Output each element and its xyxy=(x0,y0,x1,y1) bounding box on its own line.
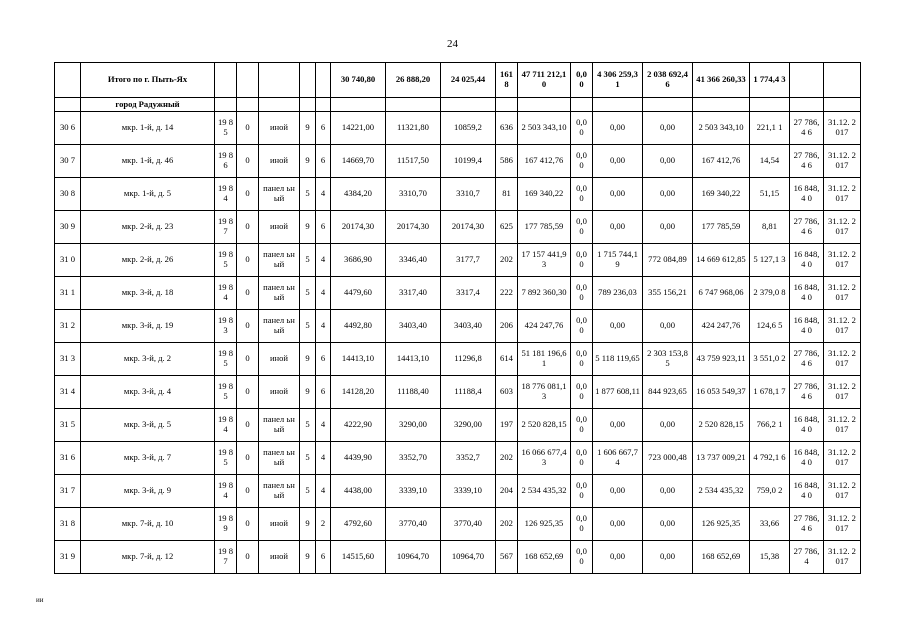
cell-no: 30 9 xyxy=(55,211,81,244)
cell-a1: 3686,90 xyxy=(331,244,386,277)
table-row xyxy=(55,145,861,178)
cell-lim: 16 848,4 0 xyxy=(790,409,824,442)
cell-f1: 1 606 667,74 xyxy=(593,442,643,475)
cell-mat: панел ьный xyxy=(259,409,300,442)
cell-en: 4 xyxy=(316,244,331,277)
total-fund-3: 41 366 260,33 xyxy=(693,63,750,98)
cell-z: 0 xyxy=(237,442,259,475)
cell-cost: 7 892 360,30 xyxy=(518,277,571,310)
cell-f2: 772 084,89 xyxy=(643,244,693,277)
cell-lim: 16 848,4 0 xyxy=(790,277,824,310)
cell-en: 4 xyxy=(316,178,331,211)
cell-a3: 11188,4 xyxy=(441,376,496,409)
table-row xyxy=(55,376,861,409)
table-row xyxy=(55,475,861,508)
cell-no: 31 3 xyxy=(55,343,81,376)
table-row xyxy=(55,310,861,343)
cell-f1: 0,00 xyxy=(593,310,643,343)
cell-date: 31.12. 2017 xyxy=(824,277,861,310)
cell-date: 31.12. 2017 xyxy=(824,211,861,244)
cell-c0: 0,0 0 xyxy=(571,376,593,409)
cell-f1: 5 118 119,65 xyxy=(593,343,643,376)
cell-year: 19 83 xyxy=(215,310,237,343)
cell-lim: 16 848,4 0 xyxy=(790,475,824,508)
cell-cost: 16 066 677,43 xyxy=(518,442,571,475)
cell-lim: 27 786,4 6 xyxy=(790,112,824,145)
cell-a1: 4438,00 xyxy=(331,475,386,508)
cell-fl: 9 xyxy=(300,541,316,574)
cell-a2: 11517,50 xyxy=(386,145,441,178)
cell-fl: 9 xyxy=(300,343,316,376)
cell-fl: 5 xyxy=(300,277,316,310)
cell-res: 625 xyxy=(496,211,518,244)
cell-a2: 3290,00 xyxy=(386,409,441,442)
cell-cost: 168 652,69 xyxy=(518,541,571,574)
cell-no: 31 2 xyxy=(55,310,81,343)
cell-a2: 3310,70 xyxy=(386,178,441,211)
cell-f2: 0,00 xyxy=(643,475,693,508)
cell-cost: 17 157 441,93 xyxy=(518,244,571,277)
cell-no: 31 7 xyxy=(55,475,81,508)
cell-cost: 424 247,76 xyxy=(518,310,571,343)
cell-year: 19 85 xyxy=(215,112,237,145)
cell-year: 19 85 xyxy=(215,244,237,277)
cell-addr: мкр. 1-й, д. 46 xyxy=(81,145,215,178)
cell-f2: 355 156,21 xyxy=(643,277,693,310)
cell-f1: 1 715 744,19 xyxy=(593,244,643,277)
cell-z: 0 xyxy=(237,343,259,376)
cell-fl: 5 xyxy=(300,310,316,343)
cell-fl: 5 xyxy=(300,475,316,508)
cell-cost: 169 340,22 xyxy=(518,178,571,211)
cell-pm: 3 551,0 2 xyxy=(750,343,790,376)
cell-pm: 4 792,1 6 xyxy=(750,442,790,475)
cell-z: 0 xyxy=(237,244,259,277)
cell-z: 0 xyxy=(237,145,259,178)
cell-pm: 759,0 2 xyxy=(750,475,790,508)
cell-z: 0 xyxy=(237,211,259,244)
cell-a3: 3403,40 xyxy=(441,310,496,343)
cell-f2: 723 000,48 xyxy=(643,442,693,475)
cell-a1: 14221,00 xyxy=(331,112,386,145)
cell-lim: 27 786,4 6 xyxy=(790,343,824,376)
cell-a2: 3352,70 xyxy=(386,442,441,475)
total-c0: 0,0 0 xyxy=(571,63,593,98)
cell-pm: 33,66 xyxy=(750,508,790,541)
cell-a2: 3339,10 xyxy=(386,475,441,508)
cell-en: 4 xyxy=(316,310,331,343)
cell-a3: 11296,8 xyxy=(441,343,496,376)
cell-f1: 0,00 xyxy=(593,211,643,244)
cell-res: 197 xyxy=(496,409,518,442)
cell-fl: 5 xyxy=(300,178,316,211)
cell-en: 4 xyxy=(316,442,331,475)
cell-z: 0 xyxy=(237,508,259,541)
cell-f3: 167 412,76 xyxy=(693,145,750,178)
cell-fl: 9 xyxy=(300,145,316,178)
cell-mat: панел ьный xyxy=(259,244,300,277)
cell-res: 81 xyxy=(496,178,518,211)
cell-a3: 3339,10 xyxy=(441,475,496,508)
cell-no: 31 5 xyxy=(55,409,81,442)
cell-addr: мкр. 7-й, д. 10 xyxy=(81,508,215,541)
cell-f2: 844 923,65 xyxy=(643,376,693,409)
cell-fl: 9 xyxy=(300,112,316,145)
cell-res: 636 xyxy=(496,112,518,145)
cell-no: 31 1 xyxy=(55,277,81,310)
cell-res: 202 xyxy=(496,508,518,541)
cell-z: 0 xyxy=(237,310,259,343)
cell-res: 586 xyxy=(496,145,518,178)
cell-c0: 0,0 0 xyxy=(571,475,593,508)
cell-a1: 14515,60 xyxy=(331,541,386,574)
cell-c0: 0,0 0 xyxy=(571,310,593,343)
cell-date: 31.12. 2017 xyxy=(824,508,861,541)
cell-addr: мкр. 3-й, д. 9 xyxy=(81,475,215,508)
cell-f3: 13 737 009,21 xyxy=(693,442,750,475)
cell-f3: 424 247,76 xyxy=(693,310,750,343)
cell-a1: 20174,30 xyxy=(331,211,386,244)
cell-no: 31 0 xyxy=(55,244,81,277)
cell-cost: 2 520 828,15 xyxy=(518,409,571,442)
cell-en: 2 xyxy=(316,508,331,541)
total-fund-1: 4 306 259,31 xyxy=(593,63,643,98)
table-row xyxy=(55,178,861,211)
cell-lim: 27 786,4 6 xyxy=(790,376,824,409)
cell-f1: 0,00 xyxy=(593,541,643,574)
cell-z: 0 xyxy=(237,475,259,508)
cell-a3: 10964,70 xyxy=(441,541,496,574)
cell-f2: 0,00 xyxy=(643,409,693,442)
cell-z: 0 xyxy=(237,178,259,211)
cell-z: 0 xyxy=(237,409,259,442)
cell-lim: 16 848,4 0 xyxy=(790,178,824,211)
cell-en: 6 xyxy=(316,211,331,244)
cell-mat: панел ьный xyxy=(259,442,300,475)
total-area-2: 26 888,20 xyxy=(386,63,441,98)
cell-f1: 0,00 xyxy=(593,145,643,178)
cell-f3: 14 669 612,85 xyxy=(693,244,750,277)
table-row xyxy=(55,442,861,475)
cell-res: 222 xyxy=(496,277,518,310)
cell-f3: 2 503 343,10 xyxy=(693,112,750,145)
total-row xyxy=(55,63,861,98)
cell-pm: 14,54 xyxy=(750,145,790,178)
cell-f3: 16 053 549,37 xyxy=(693,376,750,409)
cell-f1: 0,00 xyxy=(593,178,643,211)
cell-f3: 168 652,69 xyxy=(693,541,750,574)
cell-a3: 3177,7 xyxy=(441,244,496,277)
cell-year: 19 87 xyxy=(215,211,237,244)
cell-no: 30 6 xyxy=(55,112,81,145)
cell-res: 204 xyxy=(496,475,518,508)
cell-f1: 1 877 608,11 xyxy=(593,376,643,409)
total-residents: 161 8 xyxy=(496,63,518,98)
total-fund-2: 2 038 692,46 xyxy=(643,63,693,98)
cell-cost: 18 776 081,13 xyxy=(518,376,571,409)
cell-pm: 2 379,0 8 xyxy=(750,277,790,310)
cell-lim: 16 848,4 0 xyxy=(790,310,824,343)
cell-addr: мкр. 3-й, д. 5 xyxy=(81,409,215,442)
cell-date: 31.12. 2017 xyxy=(824,112,861,145)
table-row xyxy=(55,409,861,442)
cell-f3: 169 340,22 xyxy=(693,178,750,211)
table-row xyxy=(55,244,861,277)
cell-en: 6 xyxy=(316,541,331,574)
cell-mat: иной xyxy=(259,508,300,541)
cell-f1: 0,00 xyxy=(593,112,643,145)
cell-a1: 14413,10 xyxy=(331,343,386,376)
page-number: 24 xyxy=(447,38,458,50)
cell-a3: 10859,2 xyxy=(441,112,496,145)
cell-lim: 27 786,4 6 xyxy=(790,508,824,541)
cell-a1: 4222,90 xyxy=(331,409,386,442)
cell-res: 614 xyxy=(496,343,518,376)
cell-mat: панел ьный xyxy=(259,277,300,310)
cell-addr: мкр. 3-й, д. 18 xyxy=(81,277,215,310)
cell-date: 31.12. 2017 xyxy=(824,541,861,574)
cell-year: 19 84 xyxy=(215,409,237,442)
cell-pm: 1 678,1 7 xyxy=(750,376,790,409)
cell-date: 31.12. 2017 xyxy=(824,145,861,178)
cell-z: 0 xyxy=(237,277,259,310)
total-area-3: 24 025,44 xyxy=(441,63,496,98)
cell-f3: 6 747 968,06 xyxy=(693,277,750,310)
city-row xyxy=(55,98,861,112)
cell-en: 6 xyxy=(316,145,331,178)
housing-register-table xyxy=(54,62,861,574)
cell-mat: иной xyxy=(259,145,300,178)
cell-lim: 16 848,4 0 xyxy=(790,244,824,277)
cell-mat: иной xyxy=(259,112,300,145)
table-row xyxy=(55,508,861,541)
cell-f3: 126 925,35 xyxy=(693,508,750,541)
cell-date: 31.12. 2017 xyxy=(824,178,861,211)
cell-f2: 0,00 xyxy=(643,310,693,343)
cell-addr: мкр. 2-й, д. 23 xyxy=(81,211,215,244)
cell-z: 0 xyxy=(237,112,259,145)
cell-res: 603 xyxy=(496,376,518,409)
cell-mat: иной xyxy=(259,376,300,409)
cell-pm: 15,38 xyxy=(750,541,790,574)
cell-year: 19 85 xyxy=(215,442,237,475)
cell-no: 31 4 xyxy=(55,376,81,409)
cell-addr: мкр. 3-й, д. 4 xyxy=(81,376,215,409)
total-area: 30 740,80 xyxy=(331,63,386,98)
cell-addr: мкр. 1-й, д. 14 xyxy=(81,112,215,145)
cell-fl: 9 xyxy=(300,376,316,409)
cell-c0: 0,0 0 xyxy=(571,112,593,145)
cell-f2: 0,00 xyxy=(643,211,693,244)
table-row xyxy=(55,277,861,310)
cell-z: 0 xyxy=(237,541,259,574)
cell-a3: 3290,00 xyxy=(441,409,496,442)
cell-f2: 0,00 xyxy=(643,145,693,178)
cell-a3: 3310,7 xyxy=(441,178,496,211)
cell-f2: 0,00 xyxy=(643,508,693,541)
cell-mat: панел ьный xyxy=(259,475,300,508)
cell-f1: 789 236,03 xyxy=(593,277,643,310)
cell-en: 4 xyxy=(316,475,331,508)
cell-date: 31.12. 2017 xyxy=(824,244,861,277)
cell-no: 30 8 xyxy=(55,178,81,211)
cell-c0: 0,0 0 xyxy=(571,211,593,244)
cell-year: 19 87 xyxy=(215,541,237,574)
cell-a2: 3770,40 xyxy=(386,508,441,541)
cell-pm: 8,81 xyxy=(750,211,790,244)
cell-mat: панел ьный xyxy=(259,178,300,211)
cell-a2: 3403,40 xyxy=(386,310,441,343)
cell-f2: 0,00 xyxy=(643,541,693,574)
table-row xyxy=(55,112,861,145)
cell-cost: 51 181 196,61 xyxy=(518,343,571,376)
cell-a3: 3317,4 xyxy=(441,277,496,310)
cell-year: 19 89 xyxy=(215,508,237,541)
cell-res: 567 xyxy=(496,541,518,574)
cell-en: 6 xyxy=(316,376,331,409)
cell-a3: 10199,4 xyxy=(441,145,496,178)
cell-cost: 2 534 435,32 xyxy=(518,475,571,508)
cell-f2: 2 303 153,85 xyxy=(643,343,693,376)
cell-f3: 177 785,59 xyxy=(693,211,750,244)
cell-a1: 4492,80 xyxy=(331,310,386,343)
cell-c0: 0,0 0 xyxy=(571,244,593,277)
cell-date: 31.12. 2017 xyxy=(824,475,861,508)
cell-addr: мкр. 7-й, д. 12 xyxy=(81,541,215,574)
cell-pm: 5 127,1 3 xyxy=(750,244,790,277)
cell-z: 0 xyxy=(237,376,259,409)
cell-addr: мкр. 2-й, д. 26 xyxy=(81,244,215,277)
cell-pm: 124,6 5 xyxy=(750,310,790,343)
cell-a2: 3317,40 xyxy=(386,277,441,310)
footer-mark: ии xyxy=(36,596,44,604)
cell-a3: 3770,40 xyxy=(441,508,496,541)
cell-date: 31.12. 2017 xyxy=(824,310,861,343)
city-label: город Радужный xyxy=(81,98,215,112)
cell-fl: 5 xyxy=(300,409,316,442)
cell-a1: 4384,20 xyxy=(331,178,386,211)
table-row xyxy=(55,541,861,574)
cell-no: 31 9 xyxy=(55,541,81,574)
cell-a1: 14669,70 xyxy=(331,145,386,178)
cell-fl: 5 xyxy=(300,244,316,277)
cell-res: 202 xyxy=(496,442,518,475)
cell-res: 202 xyxy=(496,244,518,277)
cell-c0: 0,0 0 xyxy=(571,442,593,475)
cell-en: 4 xyxy=(316,409,331,442)
cell-addr: мкр. 3-й, д. 2 xyxy=(81,343,215,376)
cell-no: 31 6 xyxy=(55,442,81,475)
cell-a1: 4439,90 xyxy=(331,442,386,475)
cell-mat: иной xyxy=(259,211,300,244)
cell-mat: иной xyxy=(259,343,300,376)
cell-a2: 3346,40 xyxy=(386,244,441,277)
cell-no: 31 8 xyxy=(55,508,81,541)
total-label: Итого по г. Пыть-Ях xyxy=(81,63,215,98)
cell-cost: 167 412,76 xyxy=(518,145,571,178)
cell-year: 19 85 xyxy=(215,343,237,376)
cell-lim: 27 786,4 xyxy=(790,541,824,574)
cell-a2: 14413,10 xyxy=(386,343,441,376)
cell-en: 6 xyxy=(316,112,331,145)
total-cost: 47 711 212,10 xyxy=(518,63,571,98)
cell-pm: 766,2 1 xyxy=(750,409,790,442)
cell-c0: 0,0 0 xyxy=(571,541,593,574)
cell-cost: 126 925,35 xyxy=(518,508,571,541)
cell-c0: 0,0 0 xyxy=(571,409,593,442)
cell-c0: 0,0 0 xyxy=(571,343,593,376)
cell-c0: 0,0 0 xyxy=(571,178,593,211)
cell-a2: 10964,70 xyxy=(386,541,441,574)
cell-f1: 0,00 xyxy=(593,409,643,442)
cell-date: 31.12. 2017 xyxy=(824,409,861,442)
cell-f3: 43 759 923,11 xyxy=(693,343,750,376)
cell-res: 206 xyxy=(496,310,518,343)
cell-addr: мкр. 1-й, д. 5 xyxy=(81,178,215,211)
cell-en: 6 xyxy=(316,343,331,376)
cell-date: 31.12. 2017 xyxy=(824,376,861,409)
cell-f2: 0,00 xyxy=(643,178,693,211)
cell-year: 19 84 xyxy=(215,178,237,211)
cell-pm: 221,1 1 xyxy=(750,112,790,145)
cell-year: 19 86 xyxy=(215,145,237,178)
cell-f2: 0,00 xyxy=(643,112,693,145)
cell-a2: 20174,30 xyxy=(386,211,441,244)
cell-f3: 2 520 828,15 xyxy=(693,409,750,442)
cell-year: 19 84 xyxy=(215,277,237,310)
cell-cost: 177 785,59 xyxy=(518,211,571,244)
cell-date: 31.12. 2017 xyxy=(824,442,861,475)
cell-f1: 0,00 xyxy=(593,475,643,508)
total-per-m2: 1 774,4 3 xyxy=(750,63,790,98)
cell-a3: 20174,30 xyxy=(441,211,496,244)
cell-pm: 51,15 xyxy=(750,178,790,211)
cell-lim: 27 786,4 6 xyxy=(790,211,824,244)
table-row xyxy=(55,211,861,244)
cell-a2: 11321,80 xyxy=(386,112,441,145)
cell-mat: иной xyxy=(259,541,300,574)
cell-date: 31.12. 2017 xyxy=(824,343,861,376)
cell-fl: 9 xyxy=(300,508,316,541)
cell-year: 19 85 xyxy=(215,376,237,409)
cell-year: 19 84 xyxy=(215,475,237,508)
cell-mat: панел ьный xyxy=(259,310,300,343)
cell-fl: 9 xyxy=(300,211,316,244)
cell-a1: 14128,20 xyxy=(331,376,386,409)
cell-addr: мкр. 3-й, д. 7 xyxy=(81,442,215,475)
cell-c0: 0,0 0 xyxy=(571,145,593,178)
table-row xyxy=(55,343,861,376)
cell-lim: 27 786,4 6 xyxy=(790,145,824,178)
cell-c0: 0,0 0 xyxy=(571,508,593,541)
cell-a1: 4479,60 xyxy=(331,277,386,310)
cell-cost: 2 503 343,10 xyxy=(518,112,571,145)
cell-f1: 0,00 xyxy=(593,508,643,541)
cell-lim: 16 848,4 0 xyxy=(790,442,824,475)
cell-addr: мкр. 3-й, д. 19 xyxy=(81,310,215,343)
cell-f3: 2 534 435,32 xyxy=(693,475,750,508)
cell-a1: 4792,60 xyxy=(331,508,386,541)
cell-en: 4 xyxy=(316,277,331,310)
cell-a2: 11188,40 xyxy=(386,376,441,409)
cell-fl: 5 xyxy=(300,442,316,475)
cell-no: 30 7 xyxy=(55,145,81,178)
cell-c0: 0,0 0 xyxy=(571,277,593,310)
cell-a3: 3352,7 xyxy=(441,442,496,475)
